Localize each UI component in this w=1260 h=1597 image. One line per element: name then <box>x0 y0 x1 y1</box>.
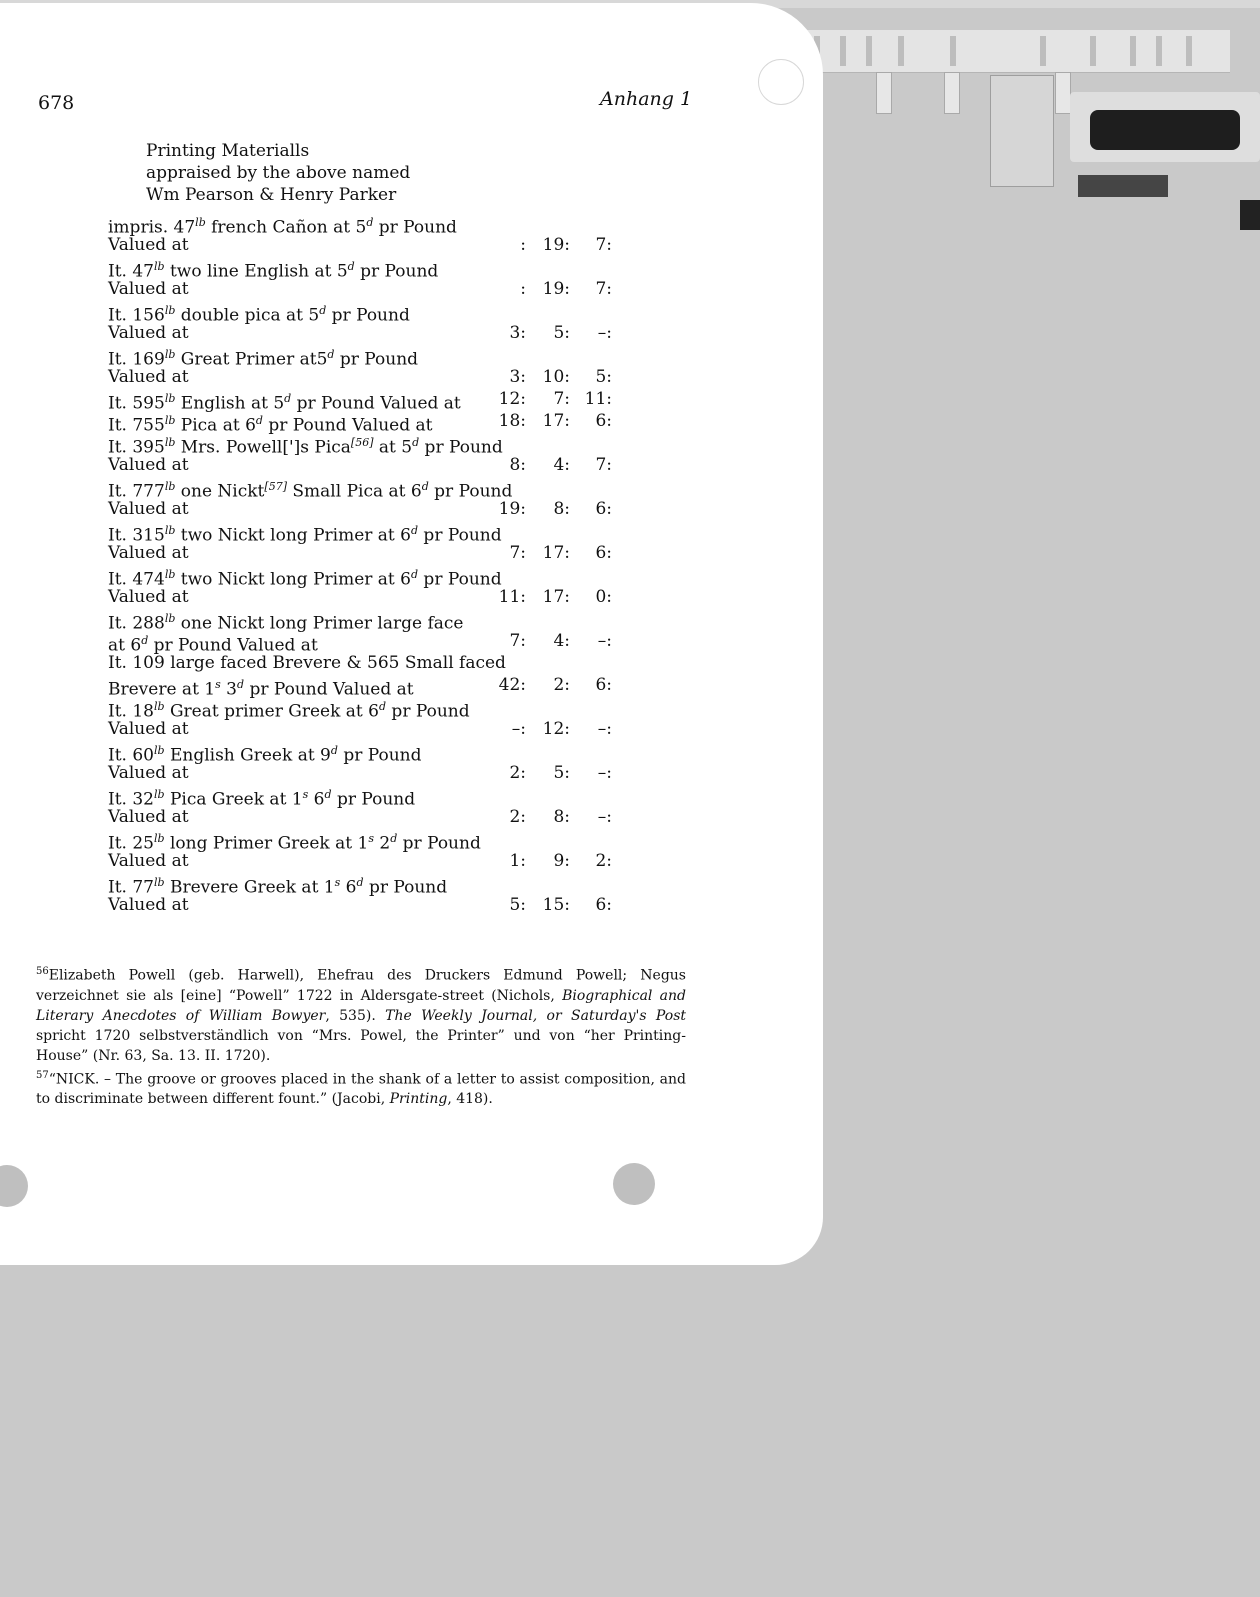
inventory-row <box>108 322 628 344</box>
pence-value: 6: <box>595 499 612 519</box>
pounds-value: 7: <box>509 631 526 651</box>
scanner-rail <box>800 30 1230 73</box>
shillings-value: 15: <box>542 895 570 915</box>
inventory-row <box>108 520 628 546</box>
scanner-slot <box>1240 200 1260 230</box>
pence-value: 6: <box>595 411 612 431</box>
pounds-value: 3: <box>509 367 526 387</box>
inventory-row <box>108 212 628 238</box>
shillings-value: 12: <box>542 719 570 739</box>
inventory-row <box>108 454 628 476</box>
item-description: It. $288^{lb}$ one Nickt long Primer large face <box>108 612 464 634</box>
inventory-row <box>108 652 628 674</box>
shillings-value: 9: <box>553 851 570 871</box>
item-description: It. $395^{lb}$ Mrs. Powell[']s Pica[56] at 5$^d$ pr Pound <box>108 436 503 458</box>
item-description: Brevere at 1$^s$ 3$^d$ pr Pound Valued at <box>108 678 414 700</box>
inventory-row <box>108 762 628 784</box>
inventory-row <box>108 388 628 414</box>
inventory-row <box>108 234 628 256</box>
item-description: It. 109 large faced Brevere & 565 Small faced <box>108 653 506 673</box>
pence-value: 6: <box>595 543 612 563</box>
heading-line: Wm Pearson & Henry Parker <box>146 185 397 205</box>
stamp-circle-icon <box>758 59 804 105</box>
shillings-value: 4: <box>553 631 570 651</box>
inventory-row <box>108 366 628 388</box>
item-description: Valued at <box>108 895 189 915</box>
shillings-value: 17: <box>542 543 570 563</box>
inventory-row <box>108 300 628 326</box>
item-description: impris. $47^{lb}$ french Cañon at 5$^d$ pr Pound <box>108 216 457 238</box>
item-description: It. $47^{lb}$ two line English at 5$^d$ pr Pound <box>108 260 439 282</box>
inventory-row <box>108 740 628 766</box>
footnotes <box>36 962 686 1109</box>
pounds-value: 5: <box>509 895 526 915</box>
item-description: It. $755^{lb}$ Pica at 6$^d$ pr Pound Valued at <box>108 414 433 436</box>
inventory-row <box>108 476 628 502</box>
pounds-value: 19: <box>498 499 526 519</box>
item-description: Valued at <box>108 543 189 563</box>
pounds-value: 42: <box>498 675 526 695</box>
inventory-row <box>108 828 628 854</box>
shillings-value: 8: <box>553 499 570 519</box>
inventory-row <box>108 256 628 282</box>
shillings-value: 5: <box>553 323 570 343</box>
pounds-value: 18: <box>498 411 526 431</box>
pounds-value: –: <box>511 719 526 739</box>
pence-value: 0: <box>595 587 612 607</box>
pence-value: –: <box>597 807 612 827</box>
inventory-row <box>108 696 628 722</box>
shillings-value: 17: <box>542 587 570 607</box>
scanner-roller <box>1090 110 1240 150</box>
inventory-row <box>108 630 628 656</box>
list-heading <box>146 140 410 206</box>
shillings-value: 2: <box>553 675 570 695</box>
pence-value: 11: <box>584 389 612 409</box>
pounds-value: 11: <box>498 587 526 607</box>
punch-hole-icon <box>0 1165 28 1207</box>
item-description: Valued at <box>108 763 189 783</box>
item-description: It. $777^{lb}$ one Nickt[57] Small Pica at 6$^d$ pr Pound <box>108 480 513 502</box>
pounds-value: 8: <box>509 455 526 475</box>
item-description: Valued at <box>108 719 189 739</box>
item-description: It. $60^{lb}$ English Greek at 9$^d$ pr Pound <box>108 744 422 766</box>
inventory-row <box>108 410 628 436</box>
pounds-value: 3: <box>509 323 526 343</box>
pounds-value: 2: <box>509 763 526 783</box>
item-description: It. $315^{lb}$ two Nickt long Primer at 6$^d$ pr Pound <box>108 524 502 546</box>
item-description: Valued at <box>108 587 189 607</box>
page-number: 678 <box>38 92 75 114</box>
pence-value: 7: <box>595 279 612 299</box>
item-description: Valued at <box>108 499 189 519</box>
inventory-row <box>108 784 628 810</box>
inventory-row <box>108 608 628 634</box>
footnote-57: $^{57}$“NICK. – The groove or grooves placed in the shank of a letter to assist composition, and to discriminate between different fount.” (Jacobi, Printing, 418). <box>36 1069 686 1108</box>
shillings-value: 8: <box>553 807 570 827</box>
pence-value: 6: <box>595 895 612 915</box>
footnote-56: $^{56}$Elizabeth Powell (geb. Harwell), Ehefrau des Druckers Edmund Powell; Negus verzeichnet sie als [eine] “Powell” 1722 in Aldersgate-street (Nichols, Biographical and Literary Anecdotes of William Bowyer, 535). The Weekly Journal, or Saturday's Post spricht 1720 selbstverständlich von “Mrs. Powel, the Printer” und von “her Printing-House” (Nr. 63, Sa. 13. II. 1720). <box>36 966 687 1064</box>
item-description: at 6$^d$ pr Pound Valued at <box>108 634 318 656</box>
pence-value: –: <box>597 763 612 783</box>
pounds-value: 1: <box>509 851 526 871</box>
scanner-clip <box>944 72 960 114</box>
pounds-value: 2: <box>509 807 526 827</box>
pence-value: –: <box>597 631 612 651</box>
inventory-row <box>108 674 628 700</box>
inventory-row <box>108 278 628 300</box>
heading-line: Printing Materialls <box>146 141 310 161</box>
item-description: It. $169^{lb}$ Great Primer at5$^d$ pr Pound <box>108 348 419 370</box>
item-description: It. $156^{lb}$ double pica at 5$^d$ pr Pound <box>108 304 410 326</box>
pence-value: 5: <box>595 367 612 387</box>
shillings-value: 5: <box>553 763 570 783</box>
punch-hole-icon <box>613 1163 655 1205</box>
item-description: Valued at <box>108 279 189 299</box>
item-description: Valued at <box>108 323 189 343</box>
scanner-clip <box>876 72 892 114</box>
shillings-value: 19: <box>542 279 570 299</box>
pounds-value: : <box>520 235 526 255</box>
inventory-row <box>108 564 628 590</box>
pence-value: 2: <box>595 851 612 871</box>
inventory-row <box>108 586 628 608</box>
shillings-value: 4: <box>553 455 570 475</box>
scanner-slot <box>1078 175 1168 197</box>
inventory-row <box>108 542 628 564</box>
item-description: It. $18^{lb}$ Great primer Greek at 6$^d$ pr Pound <box>108 700 470 722</box>
pence-value: –: <box>597 719 612 739</box>
inventory-row <box>108 432 628 458</box>
scanner-clip <box>1055 72 1071 114</box>
item-description: Valued at <box>108 235 189 255</box>
footnote-mark: 57 <box>36 1069 49 1081</box>
item-description: Valued at <box>108 367 189 387</box>
pounds-value: 12: <box>498 389 526 409</box>
item-description: It. $77^{lb}$ Brevere Greek at 1$^s$ 6$^d$ pr Pound <box>108 876 448 898</box>
inventory-row <box>108 806 628 828</box>
inventory-row <box>108 894 628 916</box>
pence-value: 7: <box>595 235 612 255</box>
inventory-row <box>108 498 628 520</box>
pence-value: 6: <box>595 675 612 695</box>
shillings-value: 7: <box>553 389 570 409</box>
shillings-value: 17: <box>542 411 570 431</box>
item-description: It. $32^{lb}$ Pica Greek at 1$^s$ 6$^d$ pr Pound <box>108 788 416 810</box>
inventory-row <box>108 850 628 872</box>
heading-line: appraised by the above named <box>146 163 411 183</box>
inventory-list <box>108 212 628 916</box>
shillings-value: 19: <box>542 235 570 255</box>
running-head: Anhang 1 <box>600 88 693 110</box>
item-description: Valued at <box>108 807 189 827</box>
inventory-row <box>108 344 628 370</box>
item-description: Valued at <box>108 455 189 475</box>
inventory-row <box>108 718 628 740</box>
footnote-mark: 56 <box>36 966 49 977</box>
item-description: It. $474^{lb}$ two Nickt long Primer at 6$^d$ pr Pound <box>108 568 502 590</box>
item-description: It. $595^{lb}$ English at 5$^d$ pr Pound Valued at <box>108 392 461 414</box>
pounds-value: 7: <box>509 543 526 563</box>
scanner-hinge <box>990 75 1054 187</box>
item-description: Valued at <box>108 851 189 871</box>
item-description: It. $25^{lb}$ long Primer Greek at 1$^s$ 2$^d$ pr Pound <box>108 832 481 854</box>
inventory-row <box>108 872 628 898</box>
pence-value: 7: <box>595 455 612 475</box>
pounds-value: : <box>520 279 526 299</box>
shillings-value: 10: <box>542 367 570 387</box>
pence-value: –: <box>597 323 612 343</box>
